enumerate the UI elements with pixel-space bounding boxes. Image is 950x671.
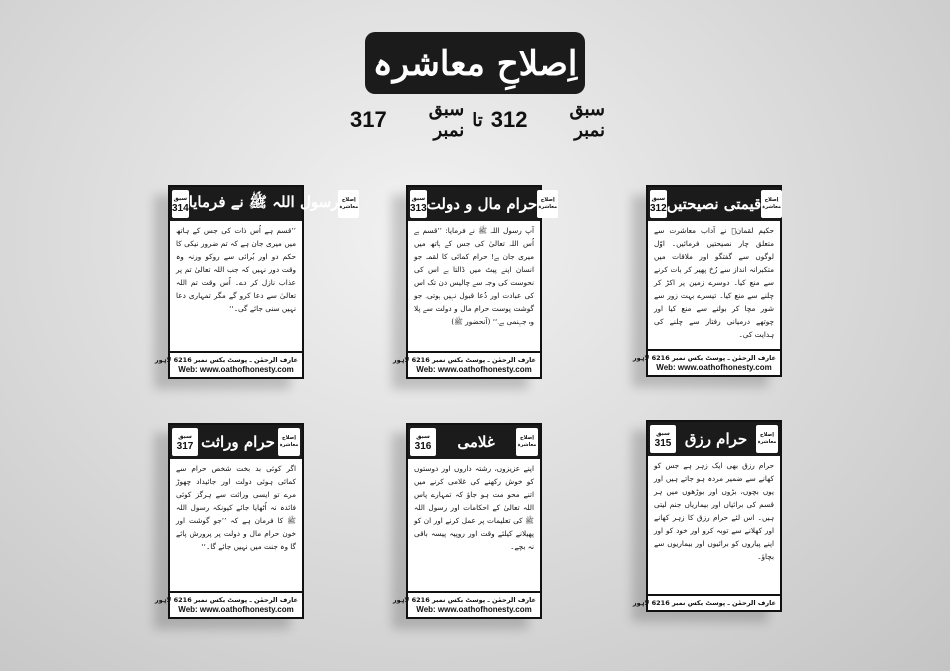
lesson-badge: سبق 312 bbox=[650, 190, 667, 218]
lesson-range-joiner: تا bbox=[472, 109, 483, 131]
author-line: عارف الرحمٰن ـ پوسٹ بکس نمبر 6216 لاہور bbox=[154, 356, 298, 364]
author-line: عارف الرحمٰن ـ پوسٹ بکس نمبر 6216 لاہور bbox=[392, 356, 536, 364]
card-body: اپنے عزیزوں، رشتہ داروں اور دوستوں کو خوش رکھنے کی غلامی کرنے میں اتنے محو مت ہو جاؤ کہ تمہارے پاس اللہ تعالیٰ کے احکامات اور رسول اللہ ﷺ کی تعلیمات پر عمل کرنے اور ان کو پھیلانے کیلئے وقت اور روپیہ پیسہ باقی نہ بچے۔ bbox=[414, 464, 534, 551]
series-label: اِصلاح معاشرہ bbox=[537, 190, 558, 218]
card-topic: حرام وراثت bbox=[201, 433, 275, 451]
lesson-badge: سبق 314 bbox=[172, 190, 189, 218]
card-footer bbox=[632, 349, 780, 375]
card-footer bbox=[392, 351, 540, 377]
website-line: Web: www.oathofhonesty.com bbox=[178, 605, 294, 614]
website-line: Web: www.oathofhonesty.com bbox=[416, 365, 532, 374]
lesson-badge: سبق 316 bbox=[410, 428, 436, 456]
card-footer bbox=[632, 594, 780, 610]
card-header bbox=[648, 422, 780, 456]
series-label: اِصلاح معاشرہ bbox=[516, 428, 538, 456]
series-label: اِصلاح معاشرہ bbox=[278, 428, 300, 456]
card-topic: رسول اللہ ﷺ نے فرمایا bbox=[188, 193, 339, 211]
lesson-card-316 bbox=[392, 423, 542, 619]
card-topic: حرام مال و دولت bbox=[426, 195, 538, 213]
card-body: ’’قسم ہے اُس ذات کی جس کے ہاتھ میں میری جان ہے کہ تم ضرور نیکی کا حکم دو اور بُرائی سے روکو ورنہ وہ وقت دور نہیں کہ جب اللہ تعالیٰ تم پر عذاب نازل کر دے۔ اُس وقت تم اللہ تعالیٰ سے دعا کرو گے مگر تمہاری دعا نہیں سنی جائے گی۔‘‘ bbox=[176, 226, 296, 313]
card-topic: قیمتی نصیحتیں bbox=[666, 195, 762, 213]
author-line: عارف الرحمٰن ـ پوسٹ بکس نمبر 6216 لاہور bbox=[632, 354, 776, 362]
card-header bbox=[170, 425, 302, 459]
lesson-card-317 bbox=[154, 423, 304, 619]
website-line: Web: www.oathofhonesty.com bbox=[178, 365, 294, 374]
lesson-to-label: سبق نمبر bbox=[428, 99, 465, 141]
card-header bbox=[408, 187, 558, 221]
card-topic: حرام رزق bbox=[684, 430, 748, 448]
lesson-badge: سبق 313 bbox=[410, 190, 427, 218]
lesson-from-label: سبق نمبر bbox=[569, 99, 605, 141]
lesson-card-315 bbox=[632, 420, 782, 612]
website-line: Web: www.oathofhonesty.com bbox=[656, 363, 772, 372]
card-footer bbox=[154, 591, 302, 617]
card-footer bbox=[154, 351, 302, 377]
series-label: اِصلاح معاشرہ bbox=[756, 425, 778, 453]
card-topic: غلامی bbox=[457, 433, 495, 451]
lesson-card-313 bbox=[392, 185, 558, 379]
lesson-range bbox=[350, 100, 605, 140]
lesson-card-312 bbox=[632, 185, 782, 377]
author-line: عارف الرحمٰن ـ پوسٹ بکس نمبر 6216 لاہور bbox=[392, 596, 536, 604]
card-body: حکیم لقمانؑ نے آداب معاشرت سے متعلق چار نصیحتیں فرمائیں۔ اوّل لوگوں سے گفتگو اور ملاقات میں متکبرانہ انداز سے رُخ پھیر کر بات کرنے سے منع کیا۔ دوسرے زمین پر اکڑ کر چلنے سے منع کیا۔ تیسرے بہت زور سے شور مچا کر بولنے سے منع کیا اور چوتھے درمیانی رفتار سے چلنے کی ہدایت کی۔ bbox=[654, 226, 774, 339]
lesson-badge: سبق 315 bbox=[650, 425, 676, 453]
lesson-card-314 bbox=[154, 185, 359, 379]
card-body: اگر کوئی بد بخت شخص حرام سے کمائی ہوئی دولت اور جائیداد چھوڑ مرے تو ایسی وراثت سے ہرگز کوئی فائدہ نہ اُٹھایا جائے کیونکہ رسول اللہ ﷺ کا فرمان ہے کہ ’’جو گوشت اور خون حرام مال و دولت پر پرورش پائے گا وہ جنت میں نہیں جائے گا۔‘‘ bbox=[176, 464, 296, 551]
card-header bbox=[408, 425, 540, 459]
series-label: اِصلاح معاشرہ bbox=[338, 190, 359, 218]
website-line: Web: www.oathofhonesty.com bbox=[416, 605, 532, 614]
lesson-to-number: 317 bbox=[350, 107, 387, 132]
author-line: عارف الرحمٰن ـ پوسٹ بکس نمبر 6216 لاہور bbox=[154, 596, 298, 604]
card-body: آپ رسول اللہ ﷺ نے فرمایا: ’’قسم ہے اُس اللہ تعالیٰ کی جس کے ہاتھ میں میری جان ہے! حرام کمائی کا لقمہ جو انسان اپنے پیٹ میں ڈالتا ہے اس کی نحوست کی وجہ سے چالیس دن تک اس کی عبادت اور دُعا قبول نہیں ہوتی۔ جو گوشت پوست حرام مال و دولت سے پلا وہ جہنمی ہے۔‘‘ (آنحضور ﷺ) bbox=[414, 226, 534, 326]
lesson-from-number: 312 bbox=[490, 107, 528, 132]
card-header bbox=[648, 187, 780, 221]
lesson-badge: سبق 317 bbox=[172, 428, 198, 456]
series-label: اِصلاح معاشرہ bbox=[761, 190, 782, 218]
card-header bbox=[170, 187, 359, 221]
card-body: حرام رزق بھی ایک زہر ہے جس کو کھانے سے ضمیر مردہ ہو جاتے ہیں اور یوں بچوں، بڑوں اور بوڑھوں میں ہر قسم کی برائیاں اور بیماریاں جنم لیتی ہیں۔ اس لئے حرام رزق کا زہر کھانے اور کھلانے سے توبہ کرو اور خود کو اور اپنے پیاروں کو برائیوں اور بیماریوں سے بچاؤ۔ bbox=[654, 461, 774, 561]
author-line: عارف الرحمٰن ـ پوسٹ بکس نمبر 6216 لاہور bbox=[632, 599, 776, 607]
page-title: اِصلاحِ معاشرہ bbox=[365, 32, 585, 94]
card-footer bbox=[392, 591, 540, 617]
